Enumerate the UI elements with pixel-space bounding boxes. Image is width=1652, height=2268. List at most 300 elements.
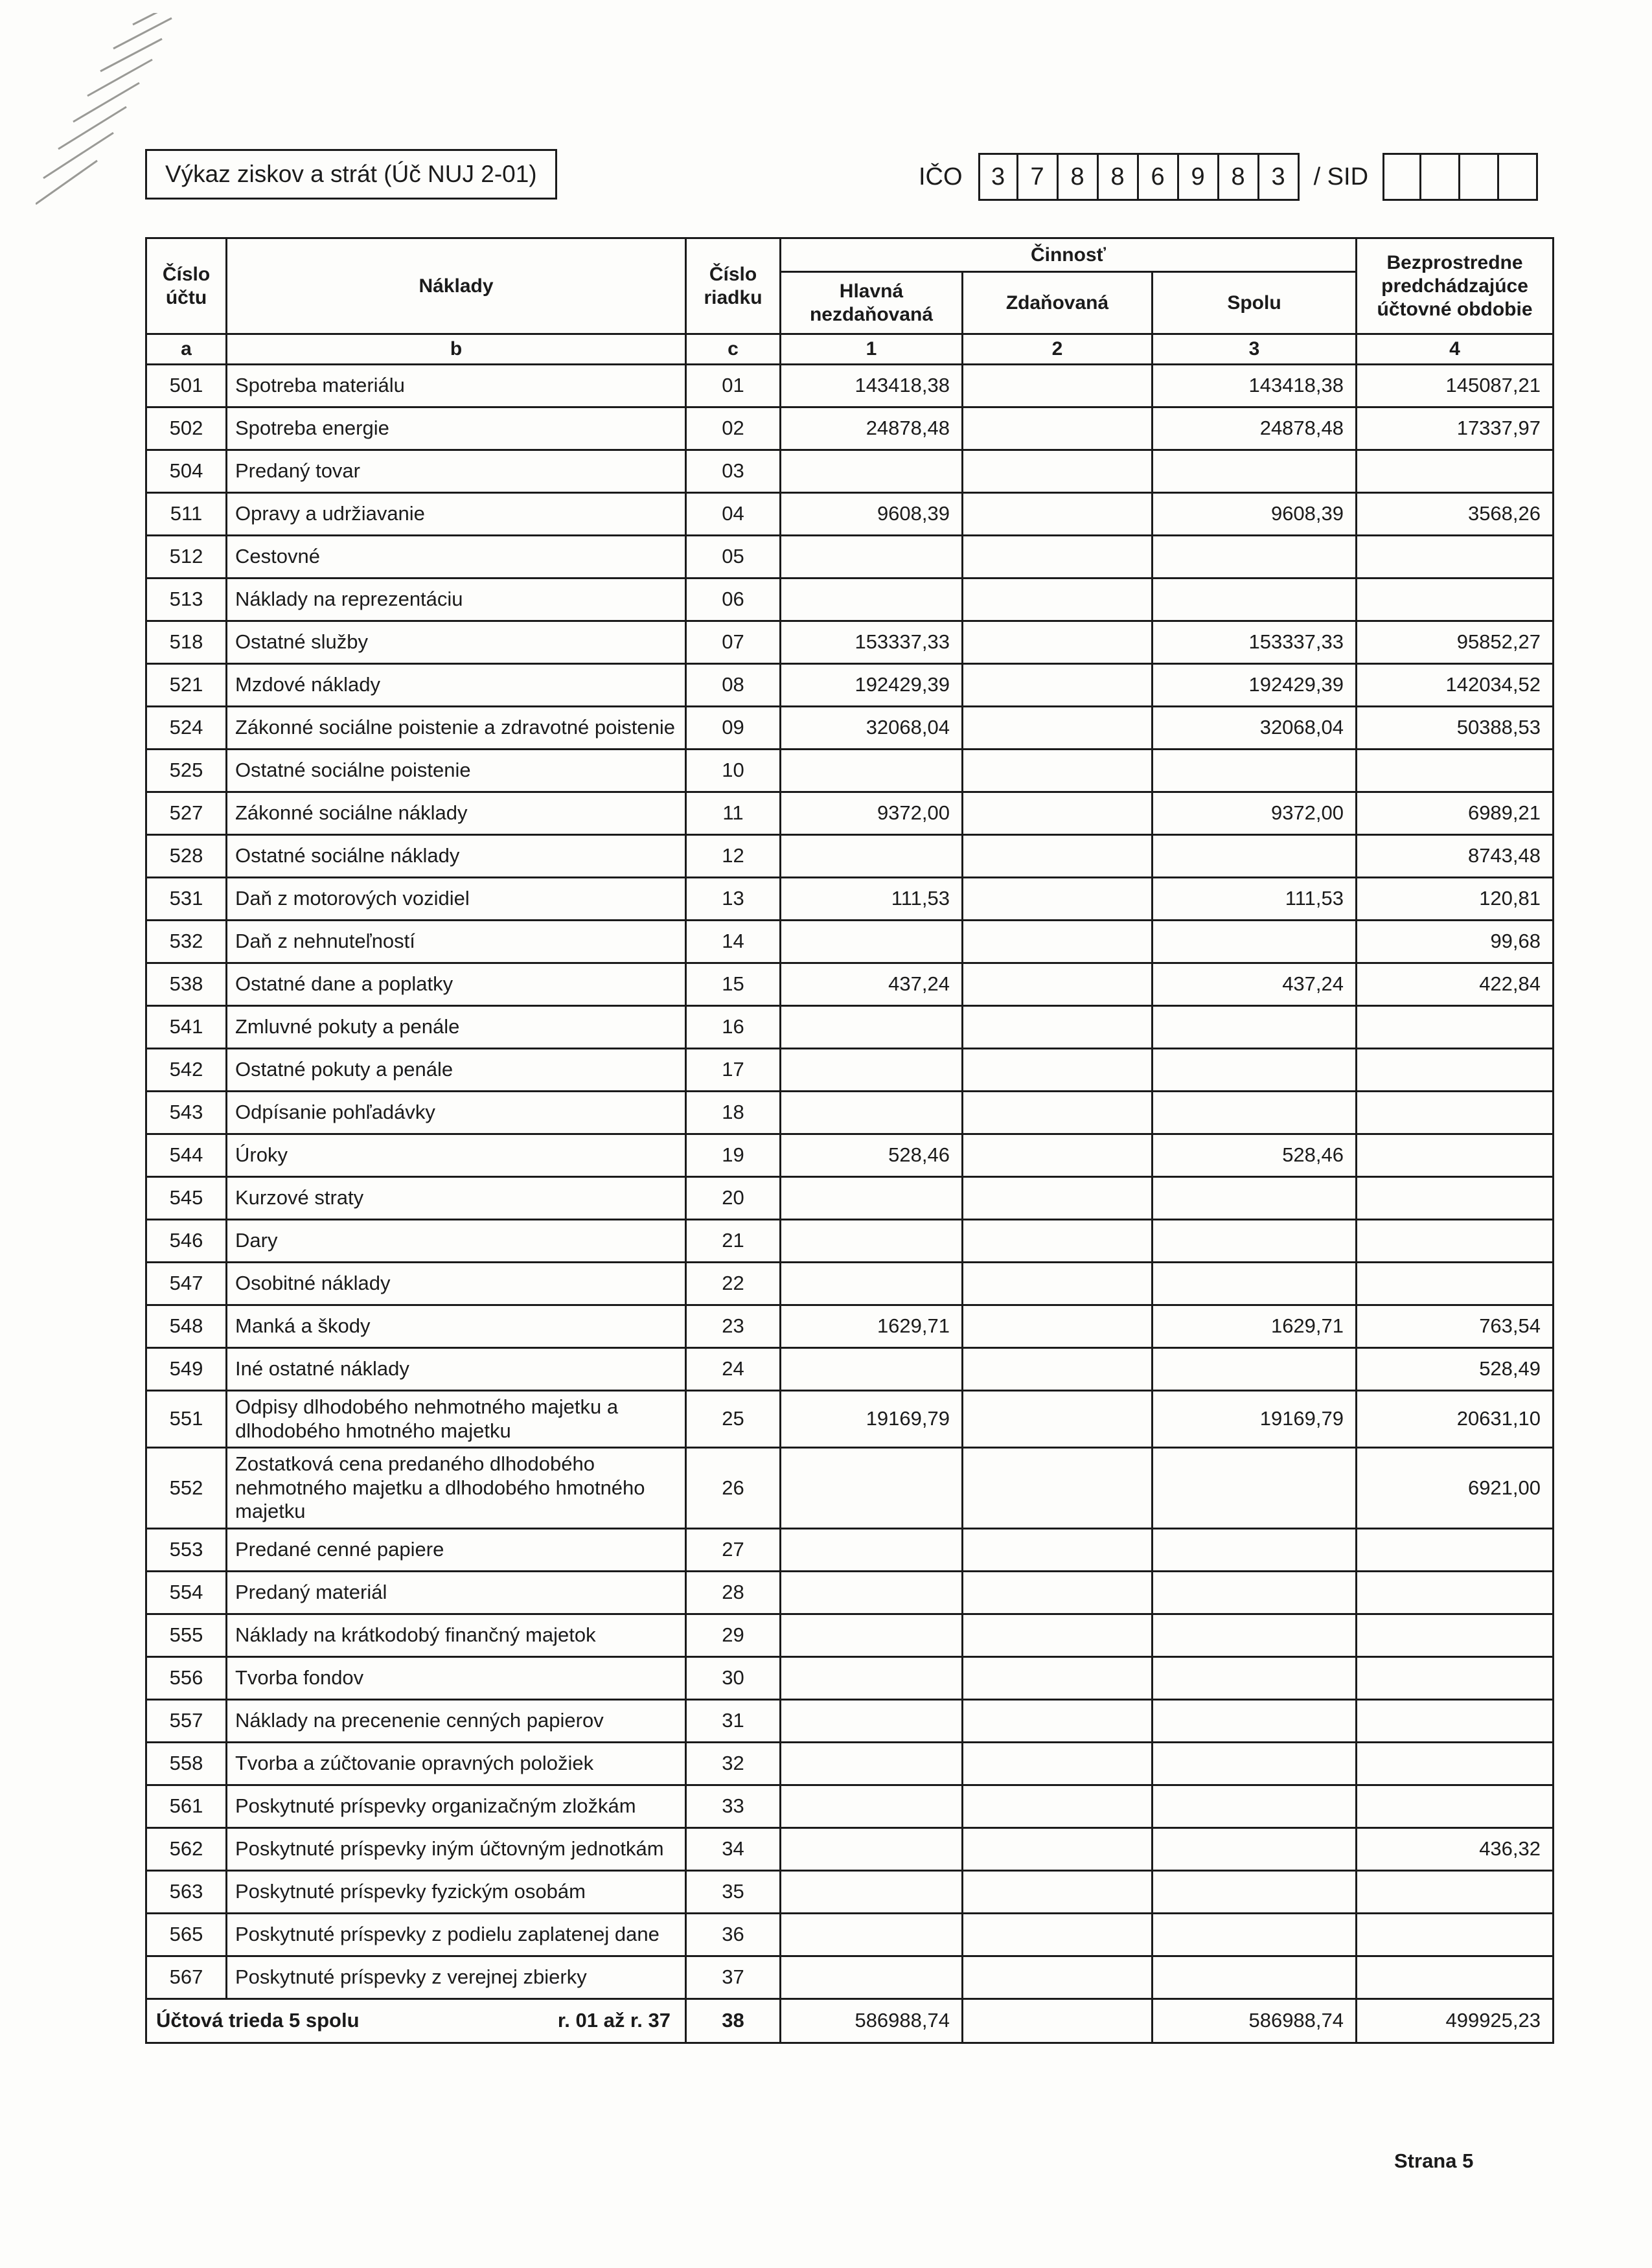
amount-total-cell	[1153, 1656, 1357, 1699]
table-row	[146, 664, 1554, 707]
ico-digit: 3	[1259, 153, 1300, 201]
amount-main-untaxed-cell: 19169,79	[781, 1391, 963, 1448]
amount-taxed-cell	[963, 1870, 1153, 1913]
form-title-box	[145, 149, 557, 200]
amount-main-untaxed-cell	[781, 835, 963, 878]
amount-main-untaxed-cell	[781, 536, 963, 578]
account-number-cell: 547	[146, 1263, 227, 1305]
ico-digit: 7	[1018, 153, 1059, 201]
row-number-cell: 18	[686, 1092, 781, 1134]
amount-previous-cell	[1357, 1870, 1554, 1913]
sid-cell	[1382, 153, 1421, 201]
table-row	[146, 707, 1554, 750]
account-number-cell: 543	[146, 1092, 227, 1134]
cost-name-cell: Poskytnuté príspevky fyzickým osobám	[227, 1870, 686, 1913]
ico-digit: 9	[1179, 153, 1219, 201]
account-number-cell: 538	[146, 963, 227, 1006]
amount-previous-cell	[1357, 1956, 1554, 1999]
amount-main-untaxed-cell: 32068,04	[781, 707, 963, 750]
table-row	[146, 1220, 1554, 1263]
table-row	[146, 835, 1554, 878]
table-row	[146, 963, 1554, 1006]
row-number-cell: 16	[686, 1006, 781, 1049]
amount-previous-cell: 422,84	[1357, 963, 1554, 1006]
table-row	[146, 1827, 1554, 1870]
ico-label: IČO	[919, 163, 963, 190]
amount-total-cell	[1153, 1571, 1357, 1614]
amount-previous-cell: 3568,26	[1357, 493, 1554, 536]
account-number-cell: 549	[146, 1348, 227, 1391]
amount-total-cell	[1153, 536, 1357, 578]
amount-total-cell: 9608,39	[1153, 493, 1357, 536]
header-total: Spolu	[1153, 272, 1357, 334]
row-number-cell: 01	[686, 365, 781, 407]
cost-name-cell: Odpisy dlhodobého nehmotného majetku a dlhodobého hmotného majetku	[227, 1391, 686, 1448]
table-row	[146, 1263, 1554, 1305]
account-number-cell: 513	[146, 578, 227, 621]
amount-previous-cell	[1357, 1742, 1554, 1785]
cost-name-cell: Odpísanie pohľadávky	[227, 1092, 686, 1134]
sid-label: / SID	[1313, 163, 1369, 190]
row-number-cell: 26	[686, 1448, 781, 1529]
amount-previous-cell	[1357, 750, 1554, 792]
amount-taxed-cell	[963, 578, 1153, 621]
row-number-cell: 11	[686, 792, 781, 835]
header-account-number: Číslo účtu	[146, 238, 227, 334]
cost-name-cell: Mzdové náklady	[227, 664, 686, 707]
row-number-cell: 07	[686, 621, 781, 664]
row-number-cell: 08	[686, 664, 781, 707]
account-number-cell: 553	[146, 1528, 227, 1571]
amount-previous-cell	[1357, 1528, 1554, 1571]
amount-taxed-cell	[963, 1742, 1153, 1785]
amount-taxed-cell	[963, 921, 1153, 963]
ico-digit: 8	[1099, 153, 1139, 201]
account-number-cell: 561	[146, 1785, 227, 1827]
amount-taxed-cell	[963, 1305, 1153, 1348]
amount-taxed-cell	[963, 664, 1153, 707]
header-main-untaxed: Hlavná nezdaňovaná	[781, 272, 963, 334]
amount-total-cell	[1153, 1177, 1357, 1220]
amount-previous-cell: 8743,48	[1357, 835, 1554, 878]
total-amount-taxed-cell	[963, 1999, 1153, 2043]
cost-name-cell: Daň z nehnuteľností	[227, 921, 686, 963]
amount-taxed-cell	[963, 536, 1153, 578]
amount-main-untaxed-cell	[781, 1870, 963, 1913]
amount-previous-cell: 436,32	[1357, 1827, 1554, 1870]
total-row-number-cell: 38	[686, 1999, 781, 2043]
cost-name-cell: Ostatné dane a poplatky	[227, 963, 686, 1006]
amount-previous-cell	[1357, 1785, 1554, 1827]
account-number-cell: 552	[146, 1448, 227, 1529]
row-number-cell: 34	[686, 1827, 781, 1870]
amount-taxed-cell	[963, 1448, 1153, 1529]
amount-total-cell: 437,24	[1153, 963, 1357, 1006]
row-number-cell: 04	[686, 493, 781, 536]
amount-taxed-cell	[963, 1391, 1153, 1448]
row-number-cell: 06	[686, 578, 781, 621]
amount-total-cell: 528,46	[1153, 1134, 1357, 1177]
row-number-cell: 25	[686, 1391, 781, 1448]
account-number-cell: 556	[146, 1656, 227, 1699]
amount-total-cell	[1153, 1742, 1357, 1785]
costs-table-header	[146, 238, 1554, 365]
ico-digit: 8	[1059, 153, 1099, 201]
amount-total-cell	[1153, 1785, 1357, 1827]
cost-name-cell: Ostatné služby	[227, 621, 686, 664]
amount-total-cell	[1153, 835, 1357, 878]
amount-taxed-cell	[963, 1656, 1153, 1699]
amount-taxed-cell	[963, 1956, 1153, 1999]
amount-main-untaxed-cell: 192429,39	[781, 664, 963, 707]
cost-name-cell: Tvorba a zúčtovanie opravných položiek	[227, 1742, 686, 1785]
amount-main-untaxed-cell	[781, 1092, 963, 1134]
amount-main-untaxed-cell	[781, 1785, 963, 1827]
header-row-number: Číslo riadku	[686, 238, 781, 334]
amount-main-untaxed-cell	[781, 1699, 963, 1742]
table-row	[146, 1049, 1554, 1092]
row-number-cell: 03	[686, 450, 781, 493]
subheader-3: 3	[1153, 334, 1357, 365]
amount-total-cell: 1629,71	[1153, 1305, 1357, 1348]
account-number-cell: 551	[146, 1391, 227, 1448]
amount-previous-cell: 99,68	[1357, 921, 1554, 963]
amount-main-untaxed-cell: 437,24	[781, 963, 963, 1006]
amount-main-untaxed-cell: 143418,38	[781, 365, 963, 407]
row-number-cell: 29	[686, 1614, 781, 1656]
account-number-cell: 557	[146, 1699, 227, 1742]
account-number-cell: 565	[146, 1913, 227, 1956]
account-number-cell: 528	[146, 835, 227, 878]
amount-main-untaxed-cell	[781, 1348, 963, 1391]
amount-previous-cell	[1357, 1049, 1554, 1092]
account-number-cell: 544	[146, 1134, 227, 1177]
ico-section	[919, 153, 1538, 201]
amount-total-cell: 153337,33	[1153, 621, 1357, 664]
amount-taxed-cell	[963, 878, 1153, 921]
table-row	[146, 365, 1554, 407]
cost-name-cell: Predaný tovar	[227, 450, 686, 493]
amount-main-untaxed-cell	[781, 1006, 963, 1049]
amount-total-cell	[1153, 578, 1357, 621]
amount-previous-cell	[1357, 1614, 1554, 1656]
account-number-cell: 541	[146, 1006, 227, 1049]
amount-main-untaxed-cell: 9372,00	[781, 792, 963, 835]
amount-main-untaxed-cell	[781, 1177, 963, 1220]
table-row	[146, 1614, 1554, 1656]
amount-main-untaxed-cell	[781, 1220, 963, 1263]
amount-main-untaxed-cell: 153337,33	[781, 621, 963, 664]
amount-taxed-cell	[963, 1006, 1153, 1049]
amount-main-untaxed-cell	[781, 1656, 963, 1699]
sid-cell	[1499, 153, 1538, 201]
total-amount-total-cell: 586988,74	[1153, 1999, 1357, 2043]
amount-taxed-cell	[963, 407, 1153, 450]
cost-name-cell: Predané cenné papiere	[227, 1528, 686, 1571]
amount-main-untaxed-cell: 9608,39	[781, 493, 963, 536]
row-number-cell: 10	[686, 750, 781, 792]
cost-name-cell: Cestovné	[227, 536, 686, 578]
amount-previous-cell	[1357, 578, 1554, 621]
amount-taxed-cell	[963, 450, 1153, 493]
amount-total-cell: 24878,48	[1153, 407, 1357, 450]
amount-total-cell: 32068,04	[1153, 707, 1357, 750]
cost-name-cell: Tvorba fondov	[227, 1656, 686, 1699]
account-number-cell: 531	[146, 878, 227, 921]
cost-name-cell: Poskytnuté príspevky z verejnej zbierky	[227, 1956, 686, 1999]
amount-main-untaxed-cell	[781, 750, 963, 792]
cost-name-cell: Zostatková cena predaného dlhodobého nehmotného majetku a dlhodobého hmotného majetku	[227, 1448, 686, 1529]
row-number-cell: 35	[686, 1870, 781, 1913]
row-number-cell: 32	[686, 1742, 781, 1785]
amount-taxed-cell	[963, 707, 1153, 750]
cost-name-cell: Daň z motorových vozidiel	[227, 878, 686, 921]
amount-taxed-cell	[963, 1913, 1153, 1956]
amount-taxed-cell	[963, 1134, 1153, 1177]
amount-previous-cell: 50388,53	[1357, 707, 1554, 750]
amount-main-untaxed-cell	[781, 1263, 963, 1305]
amount-main-untaxed-cell	[781, 1528, 963, 1571]
costs-table-body	[146, 365, 1554, 1999]
amount-total-cell: 19169,79	[1153, 1391, 1357, 1448]
amount-previous-cell	[1357, 1656, 1554, 1699]
row-number-cell: 23	[686, 1305, 781, 1348]
amount-main-untaxed-cell: 1629,71	[781, 1305, 963, 1348]
table-row	[146, 1956, 1554, 1999]
row-number-cell: 33	[686, 1785, 781, 1827]
amount-main-untaxed-cell	[781, 921, 963, 963]
cost-name-cell: Úroky	[227, 1134, 686, 1177]
amount-previous-cell: 95852,27	[1357, 621, 1554, 664]
subheader-4: 4	[1357, 334, 1554, 365]
total-range: r. 01 až r. 37	[557, 2009, 671, 2032]
cost-name-cell: Predaný materiál	[227, 1571, 686, 1614]
table-row	[146, 1913, 1554, 1956]
amount-total-cell: 111,53	[1153, 878, 1357, 921]
amount-taxed-cell	[963, 621, 1153, 664]
total-label-cell	[146, 1999, 686, 2043]
row-number-cell: 13	[686, 878, 781, 921]
cost-name-cell: Poskytnuté príspevky iným účtovným jednotkám	[227, 1827, 686, 1870]
amount-total-cell	[1153, 750, 1357, 792]
amount-main-untaxed-cell	[781, 578, 963, 621]
amount-previous-cell: 142034,52	[1357, 664, 1554, 707]
table-row	[146, 1528, 1554, 1571]
amount-previous-cell	[1357, 1263, 1554, 1305]
amount-taxed-cell	[963, 365, 1153, 407]
table-row	[146, 1742, 1554, 1785]
sid-boxes	[1382, 153, 1538, 201]
table-row	[146, 621, 1554, 664]
amount-taxed-cell	[963, 1827, 1153, 1870]
amount-previous-cell	[1357, 1134, 1554, 1177]
row-number-cell: 24	[686, 1348, 781, 1391]
amount-total-cell	[1153, 1006, 1357, 1049]
amount-previous-cell	[1357, 536, 1554, 578]
table-row	[146, 450, 1554, 493]
row-number-cell: 28	[686, 1571, 781, 1614]
subheader-a: a	[146, 334, 227, 365]
amount-previous-cell	[1357, 1220, 1554, 1263]
cost-name-cell: Náklady na krátkodobý finančný majetok	[227, 1614, 686, 1656]
table-row	[146, 1348, 1554, 1391]
amount-taxed-cell	[963, 1263, 1153, 1305]
account-number-cell: 548	[146, 1305, 227, 1348]
amount-main-untaxed-cell	[781, 1827, 963, 1870]
amount-main-untaxed-cell	[781, 1742, 963, 1785]
sid-cell	[1421, 153, 1460, 201]
account-number-cell: 554	[146, 1571, 227, 1614]
account-number-cell: 518	[146, 621, 227, 664]
cost-name-cell: Spotreba energie	[227, 407, 686, 450]
amount-previous-cell	[1357, 1571, 1554, 1614]
amount-total-cell: 192429,39	[1153, 664, 1357, 707]
row-number-cell: 21	[686, 1220, 781, 1263]
amount-total-cell	[1153, 921, 1357, 963]
total-amount-previous-cell: 499925,23	[1357, 1999, 1554, 2043]
table-row	[146, 1092, 1554, 1134]
amount-main-untaxed-cell	[781, 1614, 963, 1656]
amount-previous-cell	[1357, 1699, 1554, 1742]
amount-taxed-cell	[963, 1220, 1153, 1263]
amount-previous-cell: 20631,10	[1357, 1391, 1554, 1448]
cost-name-cell: Spotreba materiálu	[227, 365, 686, 407]
account-number-cell: 545	[146, 1177, 227, 1220]
table-row	[146, 1134, 1554, 1177]
subheader-b: b	[227, 334, 686, 365]
account-number-cell: 542	[146, 1049, 227, 1092]
amount-taxed-cell	[963, 792, 1153, 835]
amount-main-untaxed-cell: 528,46	[781, 1134, 963, 1177]
amount-total-cell	[1153, 1913, 1357, 1956]
cost-name-cell: Opravy a udržiavanie	[227, 493, 686, 536]
amount-main-untaxed-cell	[781, 450, 963, 493]
amount-total-cell	[1153, 1827, 1357, 1870]
ico-digit: 6	[1139, 153, 1179, 201]
cost-name-cell: Manká a škody	[227, 1305, 686, 1348]
amount-total-cell	[1153, 1348, 1357, 1391]
row-number-cell: 12	[686, 835, 781, 878]
table-row	[146, 407, 1554, 450]
cost-name-cell: Poskytnuté príspevky organizačným zložkám	[227, 1785, 686, 1827]
row-number-cell: 17	[686, 1049, 781, 1092]
amount-total-cell	[1153, 1614, 1357, 1656]
cost-name-cell: Ostatné sociálne poistenie	[227, 750, 686, 792]
amount-total-cell	[1153, 1092, 1357, 1134]
amount-total-cell	[1153, 1220, 1357, 1263]
cost-name-cell: Iné ostatné náklady	[227, 1348, 686, 1391]
account-number-cell: 558	[146, 1742, 227, 1785]
amount-taxed-cell	[963, 1348, 1153, 1391]
page-number: Strana 5	[1394, 2149, 1474, 2172]
cost-name-cell: Náklady na precenenie cenných papierov	[227, 1699, 686, 1742]
total-label: Účtová trieda 5 spolu	[156, 2009, 360, 2032]
account-number-cell: 524	[146, 707, 227, 750]
table-row	[146, 1785, 1554, 1827]
account-number-cell: 546	[146, 1220, 227, 1263]
table-row	[146, 1699, 1554, 1742]
ico-digit: 8	[1219, 153, 1259, 201]
account-number-cell: 562	[146, 1827, 227, 1870]
account-number-cell: 532	[146, 921, 227, 963]
amount-previous-cell: 763,54	[1357, 1305, 1554, 1348]
account-number-cell: 555	[146, 1614, 227, 1656]
account-number-cell: 512	[146, 536, 227, 578]
row-number-cell: 31	[686, 1699, 781, 1742]
header-previous-period: Bezprostredne predchádzajúce účtovné obdobie	[1357, 238, 1554, 334]
amount-total-cell: 143418,38	[1153, 365, 1357, 407]
amount-taxed-cell	[963, 963, 1153, 1006]
amount-previous-cell: 6921,00	[1357, 1448, 1554, 1529]
amount-main-untaxed-cell	[781, 1913, 963, 1956]
amount-total-cell	[1153, 1956, 1357, 1999]
amount-taxed-cell	[963, 1571, 1153, 1614]
amount-taxed-cell	[963, 1785, 1153, 1827]
amount-main-untaxed-cell: 24878,48	[781, 407, 963, 450]
amount-taxed-cell	[963, 1614, 1153, 1656]
account-number-cell: 563	[146, 1870, 227, 1913]
row-number-cell: 36	[686, 1913, 781, 1956]
header-taxed: Zdaňovaná	[963, 272, 1153, 334]
amount-taxed-cell	[963, 1699, 1153, 1742]
form-title: Výkaz ziskov a strát (Úč NUJ 2-01)	[165, 161, 537, 187]
row-number-cell: 14	[686, 921, 781, 963]
ico-digit-boxes	[978, 153, 1300, 201]
amount-taxed-cell	[963, 750, 1153, 792]
amount-total-cell: 9372,00	[1153, 792, 1357, 835]
account-number-cell: 567	[146, 1956, 227, 1999]
total-amount-main-cell: 586988,74	[781, 1999, 963, 2043]
amount-previous-cell	[1357, 1913, 1554, 1956]
account-number-cell: 525	[146, 750, 227, 792]
cost-name-cell: Osobitné náklady	[227, 1263, 686, 1305]
table-row	[146, 536, 1554, 578]
amount-total-cell	[1153, 1870, 1357, 1913]
table-row	[146, 1571, 1554, 1614]
costs-table	[145, 237, 1554, 2044]
table-row	[146, 1391, 1554, 1448]
amount-previous-cell	[1357, 1006, 1554, 1049]
amount-previous-cell: 145087,21	[1357, 365, 1554, 407]
amount-taxed-cell	[963, 1528, 1153, 1571]
amount-taxed-cell	[963, 493, 1153, 536]
cost-name-cell: Kurzové straty	[227, 1177, 686, 1220]
amount-taxed-cell	[963, 835, 1153, 878]
row-number-cell: 15	[686, 963, 781, 1006]
account-number-cell: 501	[146, 365, 227, 407]
amount-main-untaxed-cell: 111,53	[781, 878, 963, 921]
table-row	[146, 578, 1554, 621]
table-row	[146, 878, 1554, 921]
row-number-cell: 37	[686, 1956, 781, 1999]
amount-taxed-cell	[963, 1177, 1153, 1220]
amount-previous-cell: 120,81	[1357, 878, 1554, 921]
row-number-cell: 27	[686, 1528, 781, 1571]
table-row	[146, 921, 1554, 963]
table-row	[146, 1006, 1554, 1049]
row-number-cell: 30	[686, 1656, 781, 1699]
account-number-cell: 504	[146, 450, 227, 493]
amount-taxed-cell	[963, 1092, 1153, 1134]
cost-name-cell: Zákonné sociálne náklady	[227, 792, 686, 835]
cost-name-cell: Dary	[227, 1220, 686, 1263]
amount-total-cell	[1153, 1263, 1357, 1305]
row-number-cell: 09	[686, 707, 781, 750]
amount-total-cell	[1153, 1699, 1357, 1742]
subheader-c: c	[686, 334, 781, 365]
row-number-cell: 20	[686, 1177, 781, 1220]
table-row	[146, 1870, 1554, 1913]
